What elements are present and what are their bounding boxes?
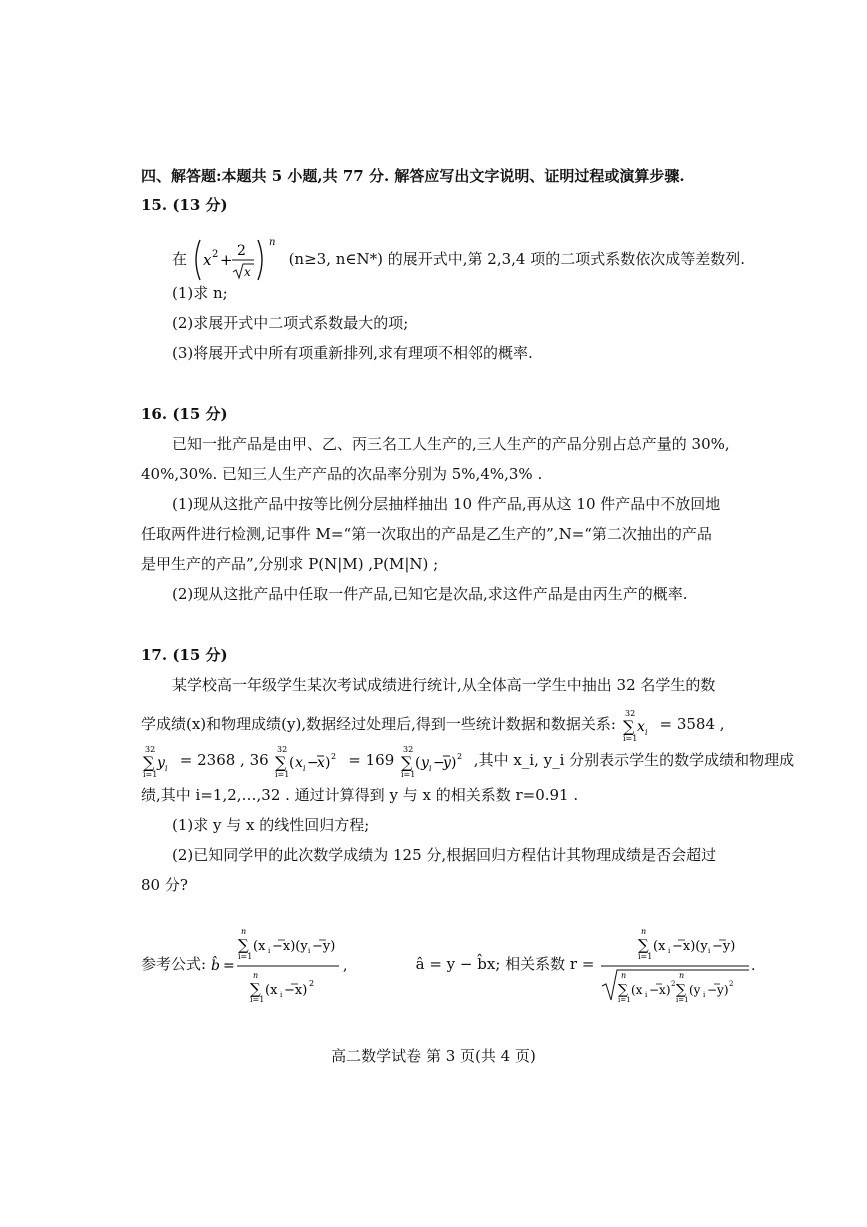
svg-text:): ) bbox=[325, 755, 331, 771]
coef-36: 36 bbox=[249, 751, 269, 769]
sum-x-value: = 3584 , bbox=[659, 715, 725, 733]
svg-text:i=1: i=1 bbox=[249, 995, 265, 1002]
svg-text:=: = bbox=[222, 958, 235, 974]
svg-text:−y): −y) bbox=[311, 939, 336, 954]
svg-text:i: i bbox=[279, 991, 283, 999]
svg-text:∑: ∑ bbox=[401, 753, 413, 772]
svg-text:x: x bbox=[202, 251, 212, 269]
svg-text:y: y bbox=[421, 755, 429, 771]
svg-text:i: i bbox=[645, 991, 648, 999]
svg-text:2: 2 bbox=[331, 752, 337, 761]
svg-text:i=1: i=1 bbox=[638, 952, 653, 961]
q17-line-3-suffix: ,其中 x_i, y_i 分别表示学生的数学成绩和物理成 bbox=[473, 751, 795, 769]
svg-text:i: i bbox=[668, 947, 671, 955]
svg-text:−x)(y: −x)(y bbox=[271, 939, 308, 954]
q17-line-2-prefix: 学成绩(x)和物理成绩(y),数据经过处理后,得到一些统计数据和数据关系: bbox=[141, 715, 616, 733]
q17-number: 17. (15 分) bbox=[141, 646, 228, 664]
sum-y-deviation-squared bbox=[399, 744, 469, 778]
svg-text:∑: ∑ bbox=[622, 717, 635, 736]
r-formula bbox=[599, 928, 759, 1002]
svg-text:i=1: i=1 bbox=[143, 770, 158, 778]
q15-stem bbox=[172, 236, 745, 284]
svg-text:2: 2 bbox=[211, 249, 219, 260]
svg-text:32: 32 bbox=[277, 745, 288, 754]
q16-line-2: 40%,30%. 已知三人生产产品的次品率分别为 5%,4%,3% . bbox=[141, 465, 543, 483]
svg-text:−y): −y) bbox=[707, 983, 729, 997]
svg-text:−: − bbox=[307, 755, 320, 771]
q15-part-3: (3)将展开式中所有项重新排列,求有理项不相邻的概率. bbox=[172, 344, 533, 362]
ref-label: 参考公式: bbox=[141, 955, 207, 973]
svg-text:∑: ∑ bbox=[275, 753, 287, 772]
svg-text:(x: (x bbox=[653, 939, 666, 954]
q17-part-2-cont: 80 分? bbox=[141, 876, 188, 894]
q15-stem-suffix: 的展开式中,第 2,3,4 项的二项式系数依次成等差数列. bbox=[387, 250, 746, 268]
q15-part-1: (1)求 n; bbox=[172, 284, 228, 302]
svg-text:i=1: i=1 bbox=[275, 770, 290, 778]
q17-line-1: 某学校高一年级学生某次考试成绩进行统计,从全体高一学生中抽出 32 名学生的数 bbox=[172, 676, 716, 694]
svg-text:2: 2 bbox=[671, 980, 676, 988]
svg-text:i=1: i=1 bbox=[401, 770, 416, 778]
svg-text:i: i bbox=[703, 991, 706, 999]
svg-text:x: x bbox=[636, 719, 645, 735]
ref-formula-row bbox=[141, 928, 759, 1002]
svg-text:i=1: i=1 bbox=[676, 996, 689, 1002]
svg-text:i: i bbox=[303, 764, 307, 773]
svg-text:(y: (y bbox=[689, 983, 701, 997]
svg-text:−x): −x) bbox=[649, 983, 671, 997]
svg-text:.: . bbox=[751, 958, 756, 974]
svg-text:∑: ∑ bbox=[249, 980, 261, 998]
q17-part-1: (1)求 y 与 x 的线性回归方程; bbox=[172, 816, 370, 834]
svg-text:x: x bbox=[295, 755, 304, 771]
page-footer: 高二数学试卷 第 3 页(共 4 页) bbox=[331, 1047, 536, 1065]
svg-text:i: i bbox=[644, 728, 648, 737]
svg-text:∑: ∑ bbox=[638, 936, 649, 954]
svg-text:(x: (x bbox=[252, 939, 266, 954]
svg-text:i: i bbox=[429, 764, 432, 773]
q17-line-4: 绩,其中 i=1,2,…,32 . 通过计算得到 y 与 x 的相关系数 r=0.91 . bbox=[141, 786, 579, 804]
svg-text:32: 32 bbox=[403, 745, 414, 754]
equals-169: = 169 bbox=[348, 751, 395, 769]
svg-text:(x: (x bbox=[631, 983, 643, 997]
svg-text:n: n bbox=[641, 928, 647, 936]
svg-text:n: n bbox=[621, 971, 627, 980]
svg-text:−x): −x) bbox=[283, 983, 308, 998]
q16-line-3: (1)现从这批产品中按等比例分层抽样抽出 10 件产品,再从这 10 件产品中不放回地 bbox=[172, 495, 721, 513]
svg-text:i=1: i=1 bbox=[618, 996, 631, 1002]
svg-text:i=1: i=1 bbox=[622, 734, 638, 742]
svg-text:−x)(y: −x)(y bbox=[672, 939, 708, 954]
svg-text:∑: ∑ bbox=[237, 936, 249, 954]
svg-text:∑: ∑ bbox=[143, 753, 155, 772]
a-hat-formula: â = y − b̂x; bbox=[415, 955, 501, 973]
q15-stem-prefix: 在 bbox=[172, 250, 188, 268]
svg-text:(: ( bbox=[415, 755, 421, 771]
svg-text:,: , bbox=[342, 958, 348, 974]
q15-binomial-expression bbox=[192, 236, 284, 284]
q17-line-3 bbox=[141, 744, 794, 778]
svg-text:−: − bbox=[433, 755, 445, 771]
svg-text:(x: (x bbox=[264, 983, 278, 998]
svg-text:i: i bbox=[267, 947, 271, 955]
q17-line-2 bbox=[141, 708, 725, 742]
svg-text:y: y bbox=[443, 755, 451, 771]
svg-text:b̂: b̂ bbox=[210, 958, 220, 974]
q16-number: 16. (15 分) bbox=[141, 405, 228, 423]
b-hat-formula bbox=[211, 928, 411, 1002]
svg-text:32: 32 bbox=[624, 709, 635, 718]
q16-line-6: (2)现从这批产品中任取一件产品,已知它是次品,求这件产品是由丙生产的概率. bbox=[172, 585, 688, 603]
svg-text:∑: ∑ bbox=[618, 982, 629, 998]
svg-text:n: n bbox=[268, 237, 276, 248]
svg-text:i=1: i=1 bbox=[237, 952, 253, 961]
svg-text:i: i bbox=[165, 764, 168, 773]
svg-text:n: n bbox=[252, 971, 258, 980]
svg-text:2: 2 bbox=[236, 243, 246, 259]
svg-text:−y): −y) bbox=[712, 939, 736, 954]
ref-r-label: 相关系数 r = bbox=[505, 955, 595, 973]
svg-text:n: n bbox=[679, 971, 685, 980]
sum-y-value: = 2368 , bbox=[179, 751, 245, 769]
q15-stem-condition: (n≥3, n∈N*) bbox=[288, 250, 383, 268]
svg-text:): ) bbox=[451, 755, 457, 771]
q16-line-5: 是甲生产的产品”,分别求 P(N|M) ,P(M|N) ; bbox=[141, 555, 439, 573]
q16-line-4: 任取两件进行检测,记事件 M=“第一次取出的产品是乙生产的”,N=“第二次抽出的产品 bbox=[141, 525, 712, 543]
svg-text:(: ( bbox=[289, 755, 295, 771]
svg-text:∑: ∑ bbox=[676, 982, 687, 998]
svg-text:2: 2 bbox=[457, 752, 463, 761]
svg-text:x: x bbox=[243, 265, 251, 279]
svg-text:2: 2 bbox=[308, 979, 314, 988]
svg-text:i: i bbox=[708, 947, 711, 955]
svg-text:32: 32 bbox=[145, 745, 156, 754]
svg-text:i: i bbox=[307, 947, 311, 955]
svg-text:n: n bbox=[240, 928, 246, 936]
q15-part-2: (2)求展开式中二项式系数最大的项; bbox=[172, 314, 409, 332]
svg-text:x: x bbox=[317, 755, 326, 771]
section-header: 四、解答题:本题共 5 小题,共 77 分. 解答应写出文字说明、证明过程或演算步骤. bbox=[141, 167, 685, 185]
q16-line-1: 已知一批产品是由甲、乙、丙三名工人生产的,三人生产的产品分别占总产量的 30%, bbox=[172, 435, 730, 453]
svg-text:+: + bbox=[219, 251, 233, 269]
sum-x-symbol bbox=[621, 708, 655, 742]
q17-part-2: (2)已知同学甲的此次数学成绩为 125 分,根据回归方程估计其物理成绩是否会超过 bbox=[172, 846, 717, 864]
svg-text:2: 2 bbox=[729, 980, 734, 988]
q15-number: 15. (13 分) bbox=[141, 196, 228, 214]
sum-x-deviation-squared bbox=[273, 744, 343, 778]
sum-y-symbol bbox=[141, 744, 175, 778]
svg-text:y: y bbox=[157, 755, 165, 771]
